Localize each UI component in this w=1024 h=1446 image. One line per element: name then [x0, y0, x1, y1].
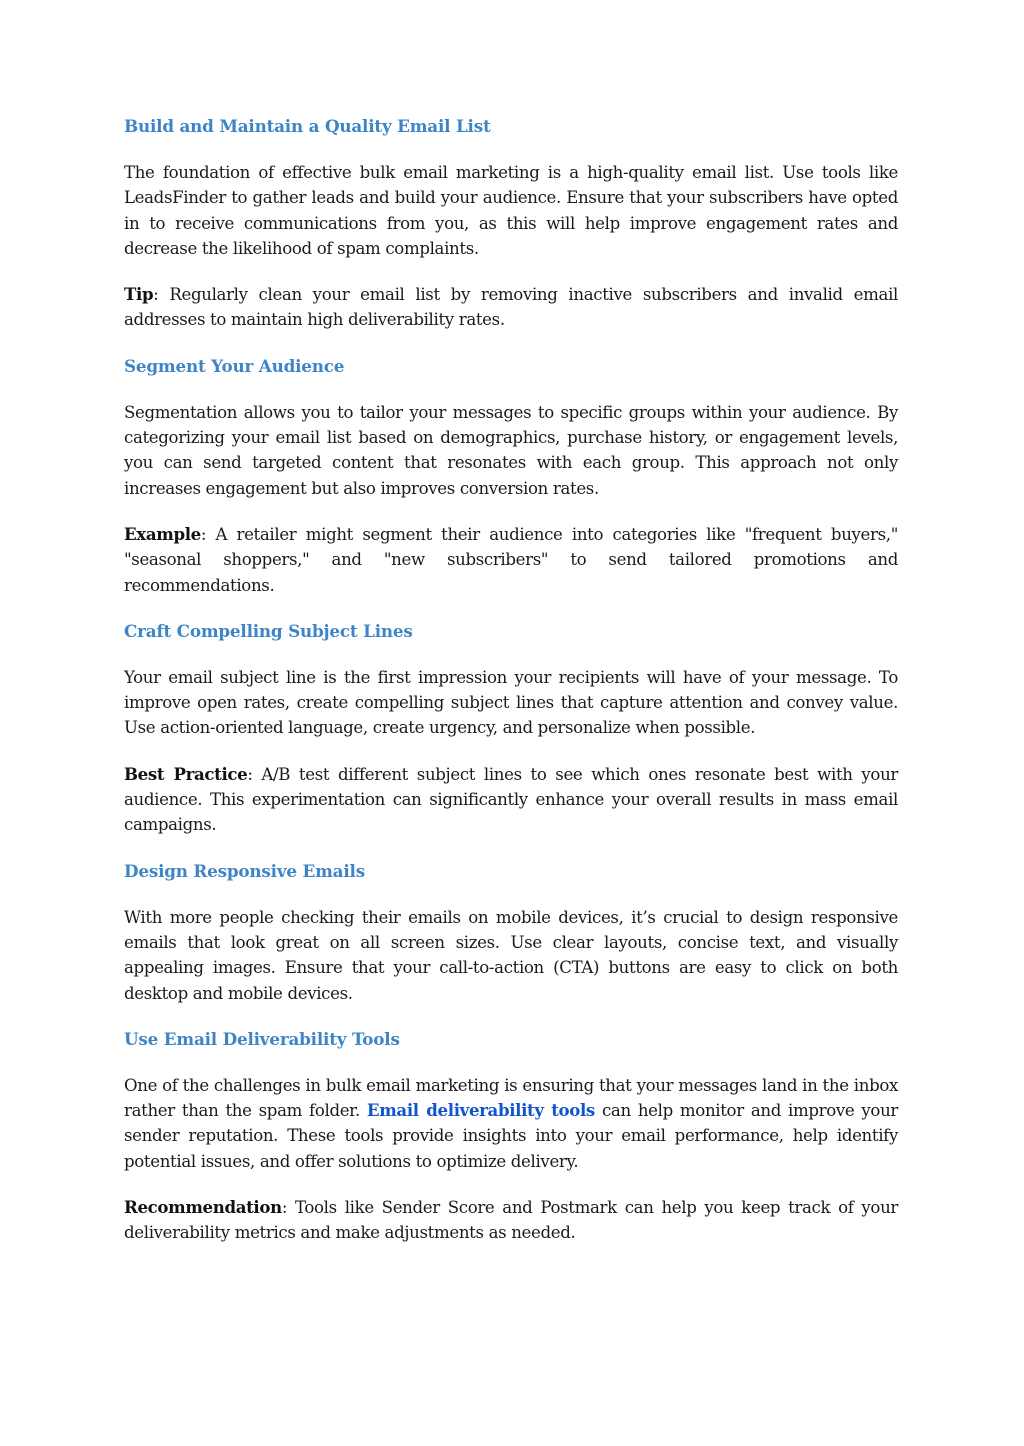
section-body: With more people checking their emails on mobile devices, it’s crucial to design responsive emails that look great on all screen sizes. Use clear layouts, concise text, and visually appealing images. Ensure that your call-to-action (CTA) buttons are easy to click on both desktop and mobile devices. [124, 907, 898, 1003]
section-subject-lines [124, 619, 898, 838]
note-label: Best Practice [124, 763, 248, 784]
deliverability-tools-link[interactable]: Email deliverability tools [366, 1100, 595, 1121]
section-heading: Build and Maintain a Quality Email List [124, 116, 491, 136]
note-text: : Tools like Sender Score and Postmark can help you keep track of your deliverability metrics and make adjustments as needed. [124, 1198, 898, 1243]
tip-note [124, 282, 898, 333]
section-heading: Design Responsive Emails [124, 860, 365, 881]
section-body [124, 1073, 898, 1174]
note-text: : A/B test different subject lines to see which ones resonate best with your audience. This experimentation can significantly enhance your overall results in mass email campaigns. [124, 764, 898, 835]
section-deliverability-tools [124, 1027, 898, 1246]
example-note [124, 522, 898, 598]
note-label: Tip [124, 284, 154, 305]
section-responsive-emails [124, 859, 898, 1006]
note-label: Example [124, 523, 201, 544]
section-heading: Use Email Deliverability Tools [124, 1028, 400, 1049]
section-body: Segmentation allows you to tailor your messages to specific groups within your audience. By categorizing your email list based on demographics, purchase history, or engagement levels, you can send targeted content that resonates with each group. This approach not only increases engagement but also improves conversion rates. [124, 402, 898, 498]
note-text: : Regularly clean your email list by removing inactive subscribers and invalid email addresses to maintain high deliverability rates. [124, 285, 898, 330]
recommendation-note [124, 1195, 898, 1246]
document-page [124, 114, 898, 1267]
section-body: Your email subject line is the first impression your recipients will have of your message. To improve open rates, create compelling subject lines that capture attention and convey value. Use action-oriented language, create urgency, and personalize when possible. [124, 667, 898, 738]
body-text-after-link: can help monitor and improve your sender reputation. These tools provide insights into your email performance, help identify potential issues, and offer solutions to optimize delivery. [124, 1101, 898, 1171]
best-practice-note [124, 762, 898, 838]
section-heading: Craft Compelling Subject Lines [124, 620, 413, 641]
note-label: Recommendation [124, 1197, 282, 1218]
note-text: : A retailer might segment their audience into categories like "frequent buyers," "seasonal shoppers," and "new subscribers" to send tailored promotions and recommendations. [124, 524, 898, 595]
section-segment-audience [124, 354, 898, 598]
body-text-before-link: One of the challenges in bulk email marketing is ensuring that your messages land in the inbox rather than the spam folder. [124, 1075, 898, 1121]
section-quality-email-list [124, 114, 898, 333]
section-body: The foundation of effective bulk email marketing is a high-quality email list. Use tools like LeadsFinder to gather leads and build your audience. Ensure that your subscribers have opted in to receive communications from you, as this will help improve engagement rates and decrease the likelihood of spam complaints. [124, 163, 898, 258]
section-heading: Segment Your Audience [124, 355, 345, 376]
